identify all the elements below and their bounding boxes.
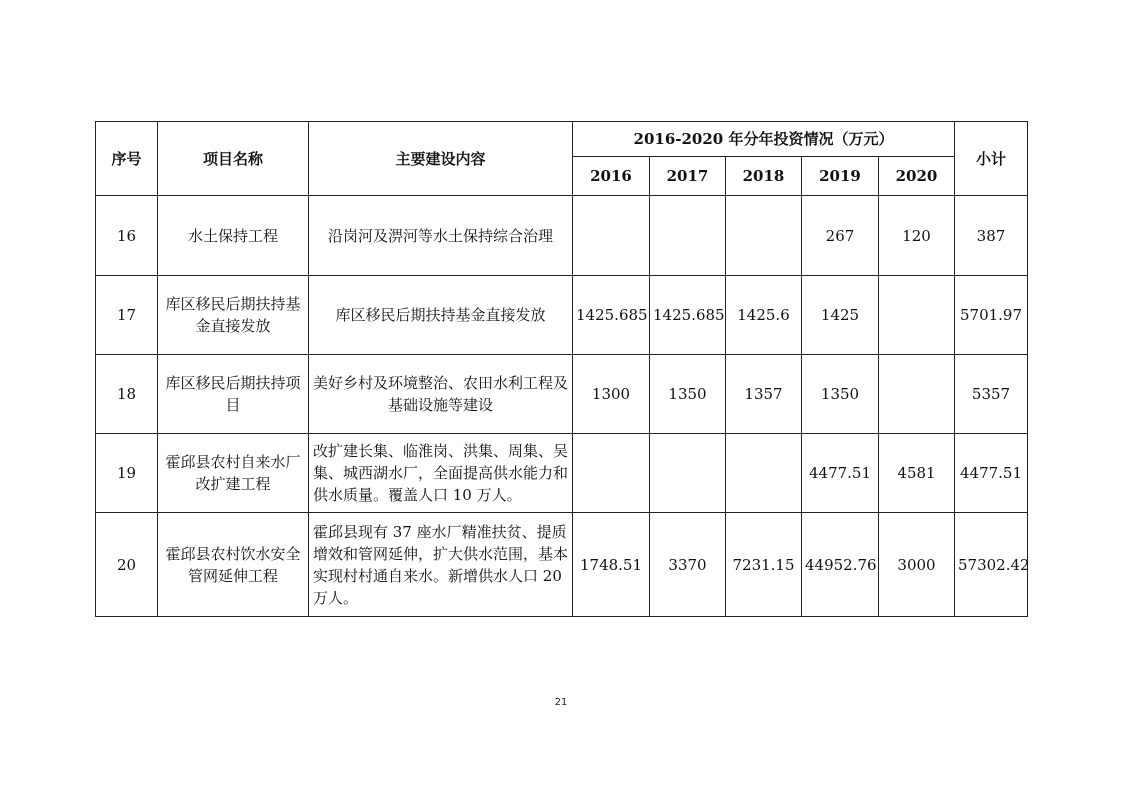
cell-seq: 16 bbox=[96, 196, 158, 276]
cell-2020: 4581 bbox=[879, 434, 955, 513]
table-row bbox=[96, 513, 1028, 617]
header-subtotal: 小计 bbox=[955, 122, 1028, 196]
cell-2016: 1748.51 bbox=[573, 513, 650, 617]
cell-2018: 1425.6 bbox=[726, 276, 802, 355]
cell-main-content: 沿岗河及淠河等水土保持综合治理 bbox=[309, 196, 573, 276]
cell-project-name: 库区移民后期扶持项目 bbox=[158, 355, 309, 434]
cell-project-name: 霍邱县农村自来水厂改扩建工程 bbox=[158, 434, 309, 513]
cell-2017 bbox=[650, 196, 726, 276]
header-main-content: 主要建设内容 bbox=[309, 122, 573, 196]
cell-2020: 120 bbox=[879, 196, 955, 276]
cell-2019: 1425 bbox=[802, 276, 879, 355]
cell-project-name: 水土保持工程 bbox=[158, 196, 309, 276]
cell-project-name: 霍邱县农村饮水安全管网延伸工程 bbox=[158, 513, 309, 617]
cell-2017: 3370 bbox=[650, 513, 726, 617]
cell-subtotal: 4477.51 bbox=[955, 434, 1028, 513]
cell-seq: 17 bbox=[96, 276, 158, 355]
cell-main-content: 库区移民后期扶持基金直接发放 bbox=[309, 276, 573, 355]
cell-seq: 20 bbox=[96, 513, 158, 617]
cell-2016 bbox=[573, 196, 650, 276]
header-year-2017: 2017 bbox=[650, 157, 726, 196]
cell-subtotal: 57302.42 bbox=[955, 513, 1028, 617]
cell-2020: 3000 bbox=[879, 513, 955, 617]
cell-project-name: 库区移民后期扶持基金直接发放 bbox=[158, 276, 309, 355]
cell-2018 bbox=[726, 434, 802, 513]
cell-seq: 18 bbox=[96, 355, 158, 434]
header-year-2019: 2019 bbox=[802, 157, 879, 196]
cell-main-content: 美好乡村及环境整治、农田水利工程及基础设施等建设 bbox=[309, 355, 573, 434]
table-row bbox=[96, 276, 1028, 355]
table-row bbox=[96, 355, 1028, 434]
cell-2017 bbox=[650, 434, 726, 513]
page-number: 21 bbox=[554, 697, 568, 708]
cell-2020 bbox=[879, 355, 955, 434]
header-year-2020: 2020 bbox=[879, 157, 955, 196]
investment-table bbox=[95, 121, 1028, 617]
cell-2020 bbox=[879, 276, 955, 355]
header-seq: 序号 bbox=[96, 122, 158, 196]
cell-subtotal: 5357 bbox=[955, 355, 1028, 434]
cell-2016: 1425.685 bbox=[573, 276, 650, 355]
cell-main-content: 霍邱县现有 37 座水厂精准扶贫、提质增效和管网延伸，扩大供水范围，基本实现村村通自来水。新增供水人口 20 万人。 bbox=[309, 513, 573, 617]
table-row bbox=[96, 196, 1028, 276]
cell-subtotal: 5701.97 bbox=[955, 276, 1028, 355]
header-project-name: 项目名称 bbox=[158, 122, 309, 196]
cell-2016: 1300 bbox=[573, 355, 650, 434]
table-row bbox=[96, 434, 1028, 513]
cell-seq: 19 bbox=[96, 434, 158, 513]
cell-2019: 44952.76 bbox=[802, 513, 879, 617]
cell-2018 bbox=[726, 196, 802, 276]
cell-2017: 1425.685 bbox=[650, 276, 726, 355]
cell-2016 bbox=[573, 434, 650, 513]
cell-subtotal: 387 bbox=[955, 196, 1028, 276]
cell-2019: 1350 bbox=[802, 355, 879, 434]
header-year-2016: 2016 bbox=[573, 157, 650, 196]
header-annual-investment: 2016-2020 年分年投资情况（万元） bbox=[573, 122, 955, 157]
cell-2019: 4477.51 bbox=[802, 434, 879, 513]
cell-2017: 1350 bbox=[650, 355, 726, 434]
cell-2019: 267 bbox=[802, 196, 879, 276]
cell-main-content: 改扩建长集、临淮岗、洪集、周集、吴集、城西湖水厂，全面提高供水能力和供水质量。覆盖人口 10 万人。 bbox=[309, 434, 573, 513]
cell-2018: 7231.15 bbox=[726, 513, 802, 617]
header-year-2018: 2018 bbox=[726, 157, 802, 196]
cell-2018: 1357 bbox=[726, 355, 802, 434]
table-header-row bbox=[96, 122, 1028, 157]
